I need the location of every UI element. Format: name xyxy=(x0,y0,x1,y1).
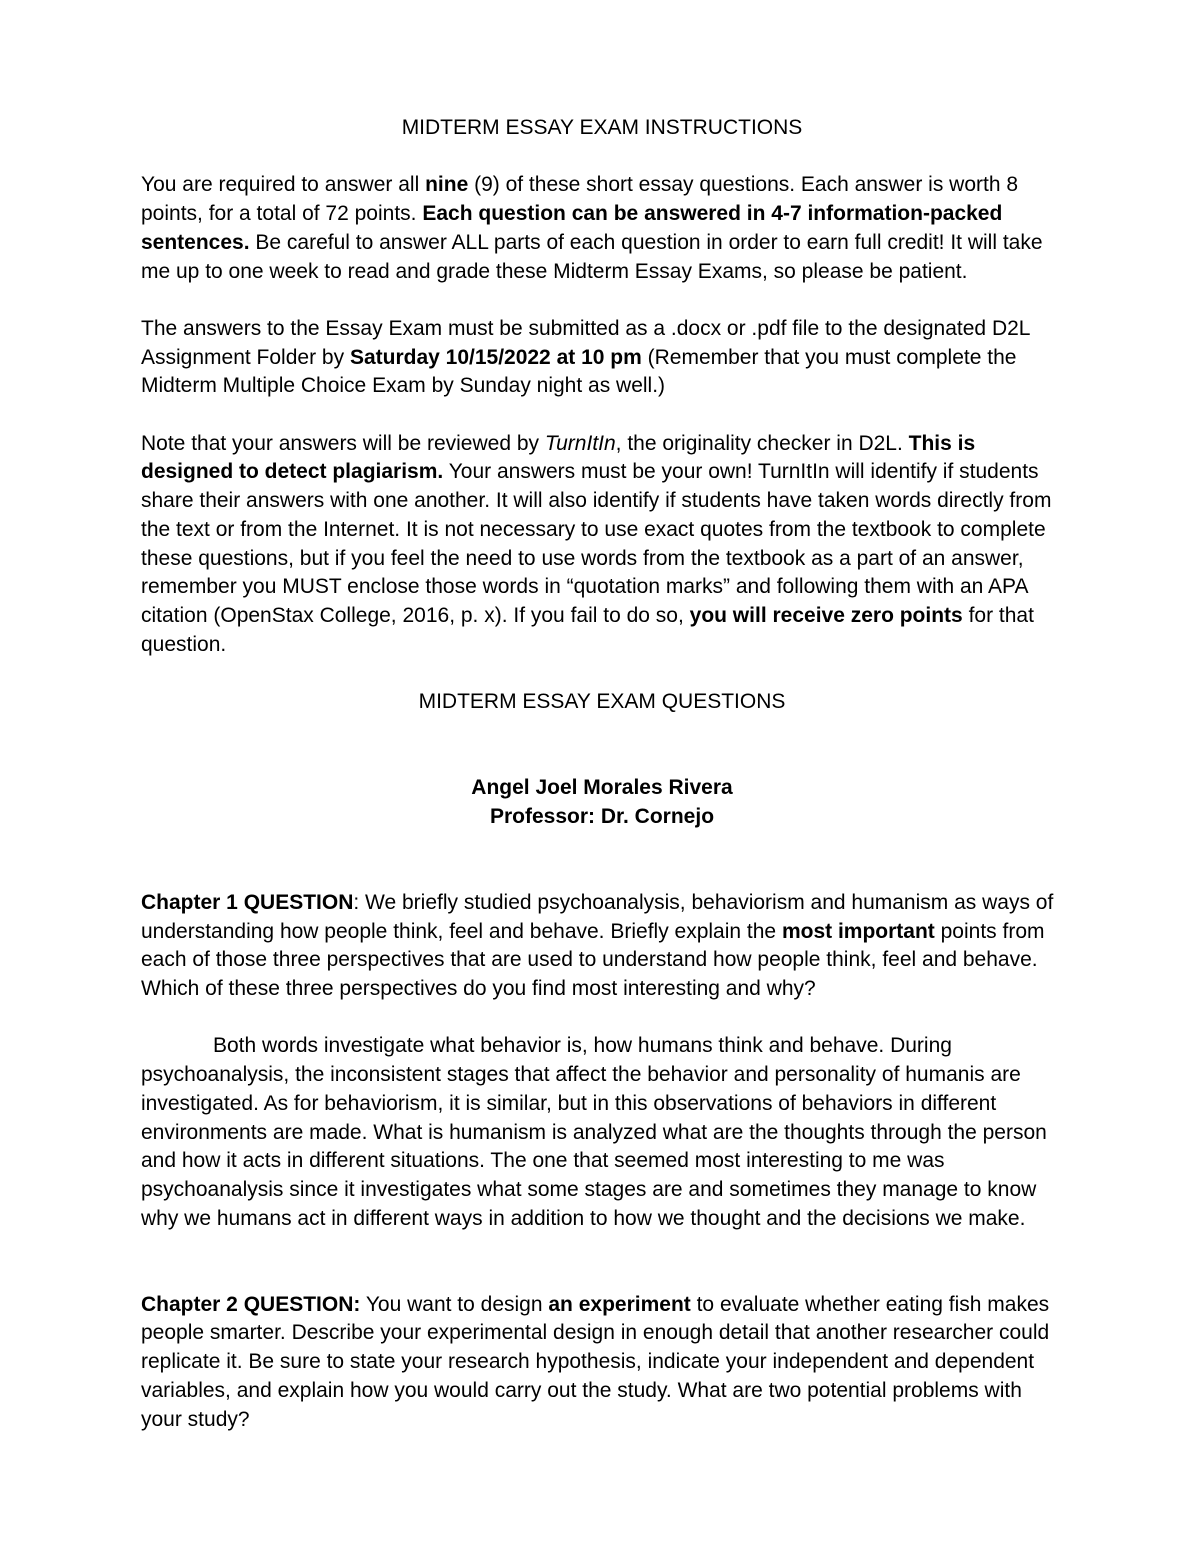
text-run: , the originality checker in D2L. xyxy=(615,431,909,455)
text-run: Be careful to answer ALL parts of each question in order to earn full credit! It will take me up to one week to read and grade these Midterm Essay Exams, so please be patient. xyxy=(141,230,1043,283)
answer-1: Both words investigate what behavior is, how humans think and behave. During psychoanalysis, the inconsistent stages that affect the behavior and personality of humanis are investigated. As for behaviorism, it is similar, but in this observations of behaviors in different environments are made. What is humanism is analyzed what are the thoughts through the person and how it acts in different situations. The one that seemed most interesting to me was psychoanalysis since it investigates what some stages are and sometimes they manage to know why we humans act in different ways in addition to how we thought and the decisions we make. xyxy=(141,1034,1047,1230)
bold-run: This is designed to detect plagiarism. xyxy=(141,431,976,484)
text-run: Your answers must be your own! TurnItIn will identify if students share their answers with one another. It will also identify if students have taken words directly from the text or from the Internet. It is not necessary to use exact quotes from the textbook to complete these questions, but if you feel the need to use words from the textbook as a part of an answer, remember you MUST enclose those words in “quotation marks” and following them with an APA citation (OpenStax College, 2016, p. x). If you fail to do so, xyxy=(141,460,1052,627)
text-run: You want to design xyxy=(360,1292,549,1316)
spacer xyxy=(141,659,1063,688)
question-label: Chapter 1 QUESTION xyxy=(141,890,354,914)
instructions-paragraph-1 xyxy=(141,171,1063,286)
spacer xyxy=(141,286,1063,315)
italic-run: TurnItIn xyxy=(544,431,616,455)
instructions-paragraph-3 xyxy=(141,430,1063,660)
document-body xyxy=(141,114,1063,1434)
question-1 xyxy=(141,889,1063,1004)
question-label: Chapter 2 QUESTION: xyxy=(141,1292,361,1316)
instructions-paragraph-2 xyxy=(141,315,1063,401)
deadline-text: Saturday 10/15/2022 at 10 pm xyxy=(349,345,642,369)
spacer xyxy=(141,143,1063,172)
questions-heading: MIDTERM ESSAY EXAM QUESTIONS xyxy=(418,690,786,713)
spacer xyxy=(141,401,1063,430)
instructions-heading: MIDTERM ESSAY EXAM INSTRUCTIONS xyxy=(401,116,803,139)
text-run: (9) of these short essay questions. Each answer is worth 8 points, for a total of 72 points. xyxy=(141,173,1019,226)
text-run: (Remember that you must complete the Midterm Multiple Choice Exam by Sunday night as well.) xyxy=(141,345,1017,398)
text-run: : We briefly studied psychoanalysis, behaviorism and humanism as ways of understanding how people think, feel and behave. Briefly explain the xyxy=(141,890,1054,943)
professor-name xyxy=(141,803,1063,832)
text-run: Note that your answers will be reviewed by xyxy=(141,431,545,455)
student-name-text: Angel Joel Morales Rivera xyxy=(471,776,733,800)
spacer xyxy=(141,717,1063,774)
question-2 xyxy=(141,1291,1063,1435)
bold-run: most important xyxy=(781,919,935,943)
text-run: to evaluate whether eating fish makes people smarter. Describe your experimental design in enough detail that another researcher could replicate it. Be sure to state your research hypothesis, indicate your independent and dependent variables, and explain how you would carry out the study. What are two potential problems with your study? xyxy=(141,1292,1050,1431)
student-name xyxy=(141,774,1063,803)
text-run: The answers to the Essay Exam must be submitted as a .docx or .pdf file to the designated D2L Assignment Folder by xyxy=(141,316,1030,369)
text-run: You are required to answer all xyxy=(141,173,426,197)
spacer xyxy=(141,1233,1063,1290)
professor-name-text: Professor: Dr. Cornejo xyxy=(489,804,715,828)
bold-run: an experiment xyxy=(548,1292,691,1316)
spacer xyxy=(141,1004,1063,1033)
bold-run: Each question can be answered in 4-7 information-packed sentences. xyxy=(141,202,1003,254)
bold-run: you will receive zero points xyxy=(689,603,963,627)
bold-run: nine xyxy=(425,173,469,197)
text-run: points from each of those three perspectives that are used to understand how people think, feel and behave. Which of these three perspectives do you find most interesting and why? xyxy=(141,919,1045,1000)
spacer xyxy=(141,832,1063,889)
text-run: for that question. xyxy=(141,603,1034,656)
